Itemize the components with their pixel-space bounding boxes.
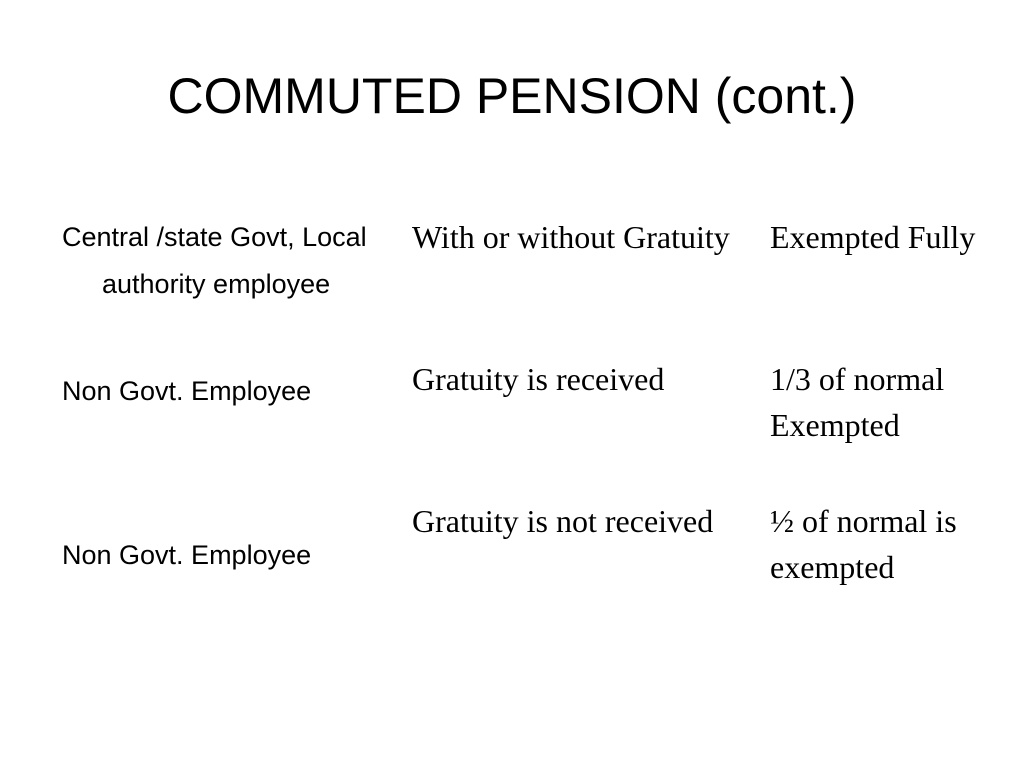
category-non-govt-gratuity-not-received: Non Govt. Employee: [62, 540, 312, 570]
treatment-row-2: 1/3 of normal Exempted: [770, 361, 945, 443]
slide-title: COMMUTED PENSION (cont.): [167, 68, 857, 124]
condition-row-2: Gratuity is received: [412, 361, 665, 397]
condition-row-1: With or without Gratuity: [412, 219, 730, 255]
category-central-govt: Central /state Govt, Local authority employee: [62, 222, 367, 299]
treatment-row-1: Exempted Fully: [770, 219, 976, 255]
condition-row-3: Gratuity is not received: [412, 503, 714, 539]
treatment-row-3: ½ of normal is exempted: [770, 503, 957, 585]
category-non-govt-gratuity-received: Non Govt. Employee: [62, 376, 312, 406]
